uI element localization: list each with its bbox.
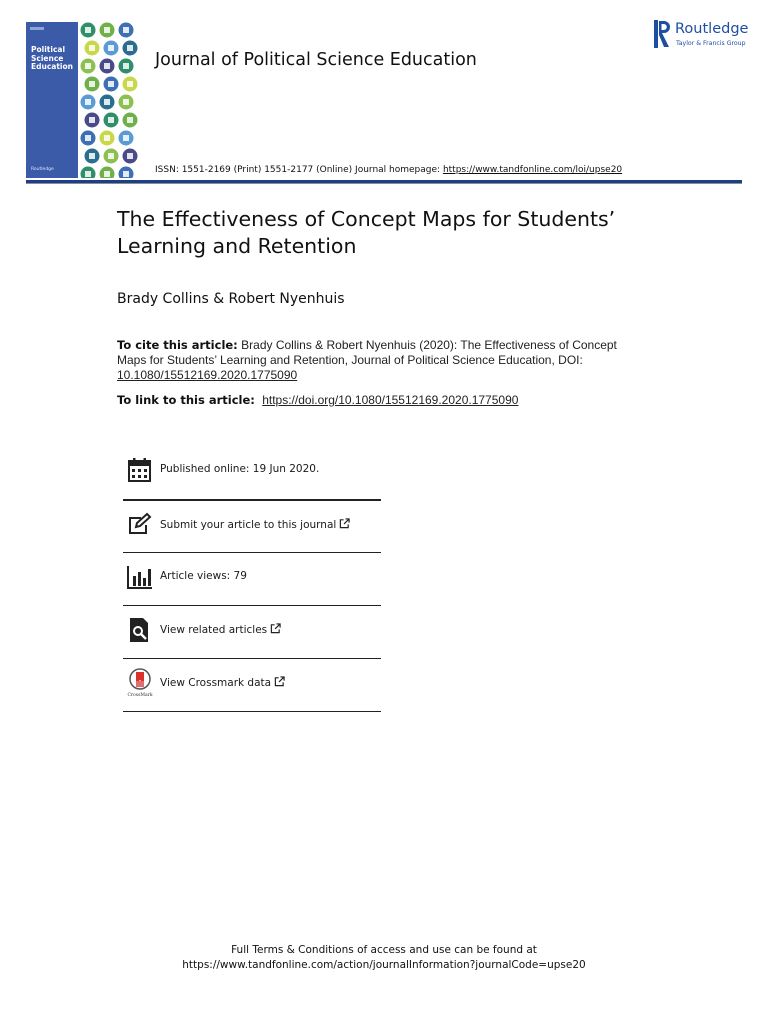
cover-publisher: Routledge bbox=[31, 167, 54, 172]
citation-block bbox=[117, 338, 617, 383]
cover-top-mark bbox=[30, 27, 44, 30]
cover-pattern-glyph bbox=[89, 81, 95, 87]
cite-doi-link[interactable]: 10.1080/15512169.2020.1775090 bbox=[117, 368, 298, 382]
external-link-icon bbox=[339, 518, 350, 529]
crossmark-row[interactable] bbox=[123, 658, 381, 710]
publisher-tagline: Taylor & Francis Group bbox=[676, 40, 746, 47]
cover-pattern-glyph bbox=[85, 63, 91, 69]
cover-pattern-glyph bbox=[108, 153, 114, 159]
cover-pattern-glyph bbox=[104, 171, 110, 177]
cover-pattern-glyph bbox=[123, 27, 129, 33]
cover-pattern-glyph bbox=[127, 153, 133, 159]
cover-pattern-glyph bbox=[123, 63, 129, 69]
cite-label: To cite this article: bbox=[117, 338, 238, 352]
footer-terms bbox=[0, 943, 768, 973]
cover-panel bbox=[26, 22, 78, 178]
related-articles-link[interactable] bbox=[160, 623, 281, 636]
info-divider bbox=[123, 711, 381, 712]
related-articles-text: View related articles bbox=[160, 624, 268, 636]
cover-pattern-glyph bbox=[85, 27, 91, 33]
journal-homepage-link[interactable]: https://www.tandfonline.com/loi/upse20 bbox=[442, 165, 623, 175]
cover-pattern-glyph bbox=[123, 135, 129, 141]
related-articles-row[interactable] bbox=[123, 605, 381, 657]
cover-pattern-glyph bbox=[123, 99, 129, 105]
cover-pattern-glyph bbox=[123, 171, 129, 177]
cover-icon-pattern bbox=[78, 22, 140, 178]
article-views-row bbox=[123, 552, 381, 604]
cover-pattern-glyph bbox=[104, 135, 110, 141]
cover-pattern-glyph bbox=[85, 171, 91, 177]
cover-pattern-glyph bbox=[104, 63, 110, 69]
cover-pattern-glyph bbox=[108, 117, 114, 123]
crossmark-icon bbox=[127, 668, 153, 698]
published-online-text: Published online: 19 Jun 2020. bbox=[160, 463, 320, 475]
edit-icon bbox=[127, 512, 153, 538]
cover-title: Political Science Education bbox=[31, 45, 73, 71]
footer-line-1: Full Terms & Conditions of access and use can be found at bbox=[231, 944, 537, 956]
cover-pattern-glyph bbox=[108, 45, 114, 51]
cover-pattern-glyph bbox=[127, 45, 133, 51]
article-views-text: Article views: 79 bbox=[160, 570, 247, 582]
cover-pattern-glyph bbox=[89, 117, 95, 123]
header-rule-shadow bbox=[26, 183, 742, 184]
crossmark-icon-label: CrossMark bbox=[127, 693, 153, 698]
article-title: The Effectiveness of Concept Maps for Students’ Learning and Retention bbox=[117, 207, 616, 258]
issn-text: ISSN: 1551-2169 (Print) 1551-2177 (Online) Journal homepage: bbox=[155, 165, 441, 175]
submit-article-link[interactable] bbox=[160, 518, 350, 531]
bar-chart-icon bbox=[127, 564, 153, 590]
footer-terms-link[interactable]: https://www.tandfonline.com/action/journalInformation?journalCode=upse20 bbox=[182, 959, 586, 971]
link-label: To link to this article: bbox=[117, 393, 255, 407]
issn-line bbox=[155, 165, 622, 175]
journal-cover bbox=[26, 22, 140, 178]
journal-title: Journal of Political Science Education bbox=[155, 50, 477, 70]
cover-pattern-glyph bbox=[104, 99, 110, 105]
cover-pattern-glyph bbox=[104, 27, 110, 33]
crossmark-link[interactable] bbox=[160, 676, 285, 689]
cite-text: Brady Collins & Robert Nyenhuis (2020): The Effectiveness of Concept Maps for Students’ Learning and Retention, Journal of Political Science Education, DOI: bbox=[117, 338, 617, 367]
article-authors: Brady Collins & Robert Nyenhuis bbox=[117, 291, 345, 307]
routledge-logo-icon bbox=[654, 20, 670, 48]
search-document-icon bbox=[127, 617, 153, 643]
cover-pattern-glyph bbox=[108, 81, 114, 87]
calendar-icon bbox=[127, 457, 153, 483]
submit-article-row[interactable] bbox=[123, 500, 381, 552]
submit-article-text: Submit your article to this journal bbox=[160, 519, 337, 531]
cover-pattern-glyph bbox=[127, 117, 133, 123]
cover-pattern-glyph bbox=[85, 135, 91, 141]
publisher-name: Routledge bbox=[675, 21, 749, 37]
cover-pattern-glyph bbox=[85, 99, 91, 105]
external-link-icon bbox=[270, 623, 281, 634]
article-link-line bbox=[117, 393, 518, 407]
external-link-icon bbox=[274, 676, 285, 687]
cover-pattern-glyph bbox=[89, 45, 95, 51]
published-online-row bbox=[123, 445, 381, 497]
crossmark-text: View Crossmark data bbox=[160, 677, 272, 689]
cover-pattern-glyph bbox=[89, 153, 95, 159]
article-doi-link[interactable]: https://doi.org/10.1080/15512169.2020.1775090 bbox=[262, 393, 519, 407]
cover-pattern-glyph bbox=[127, 81, 133, 87]
